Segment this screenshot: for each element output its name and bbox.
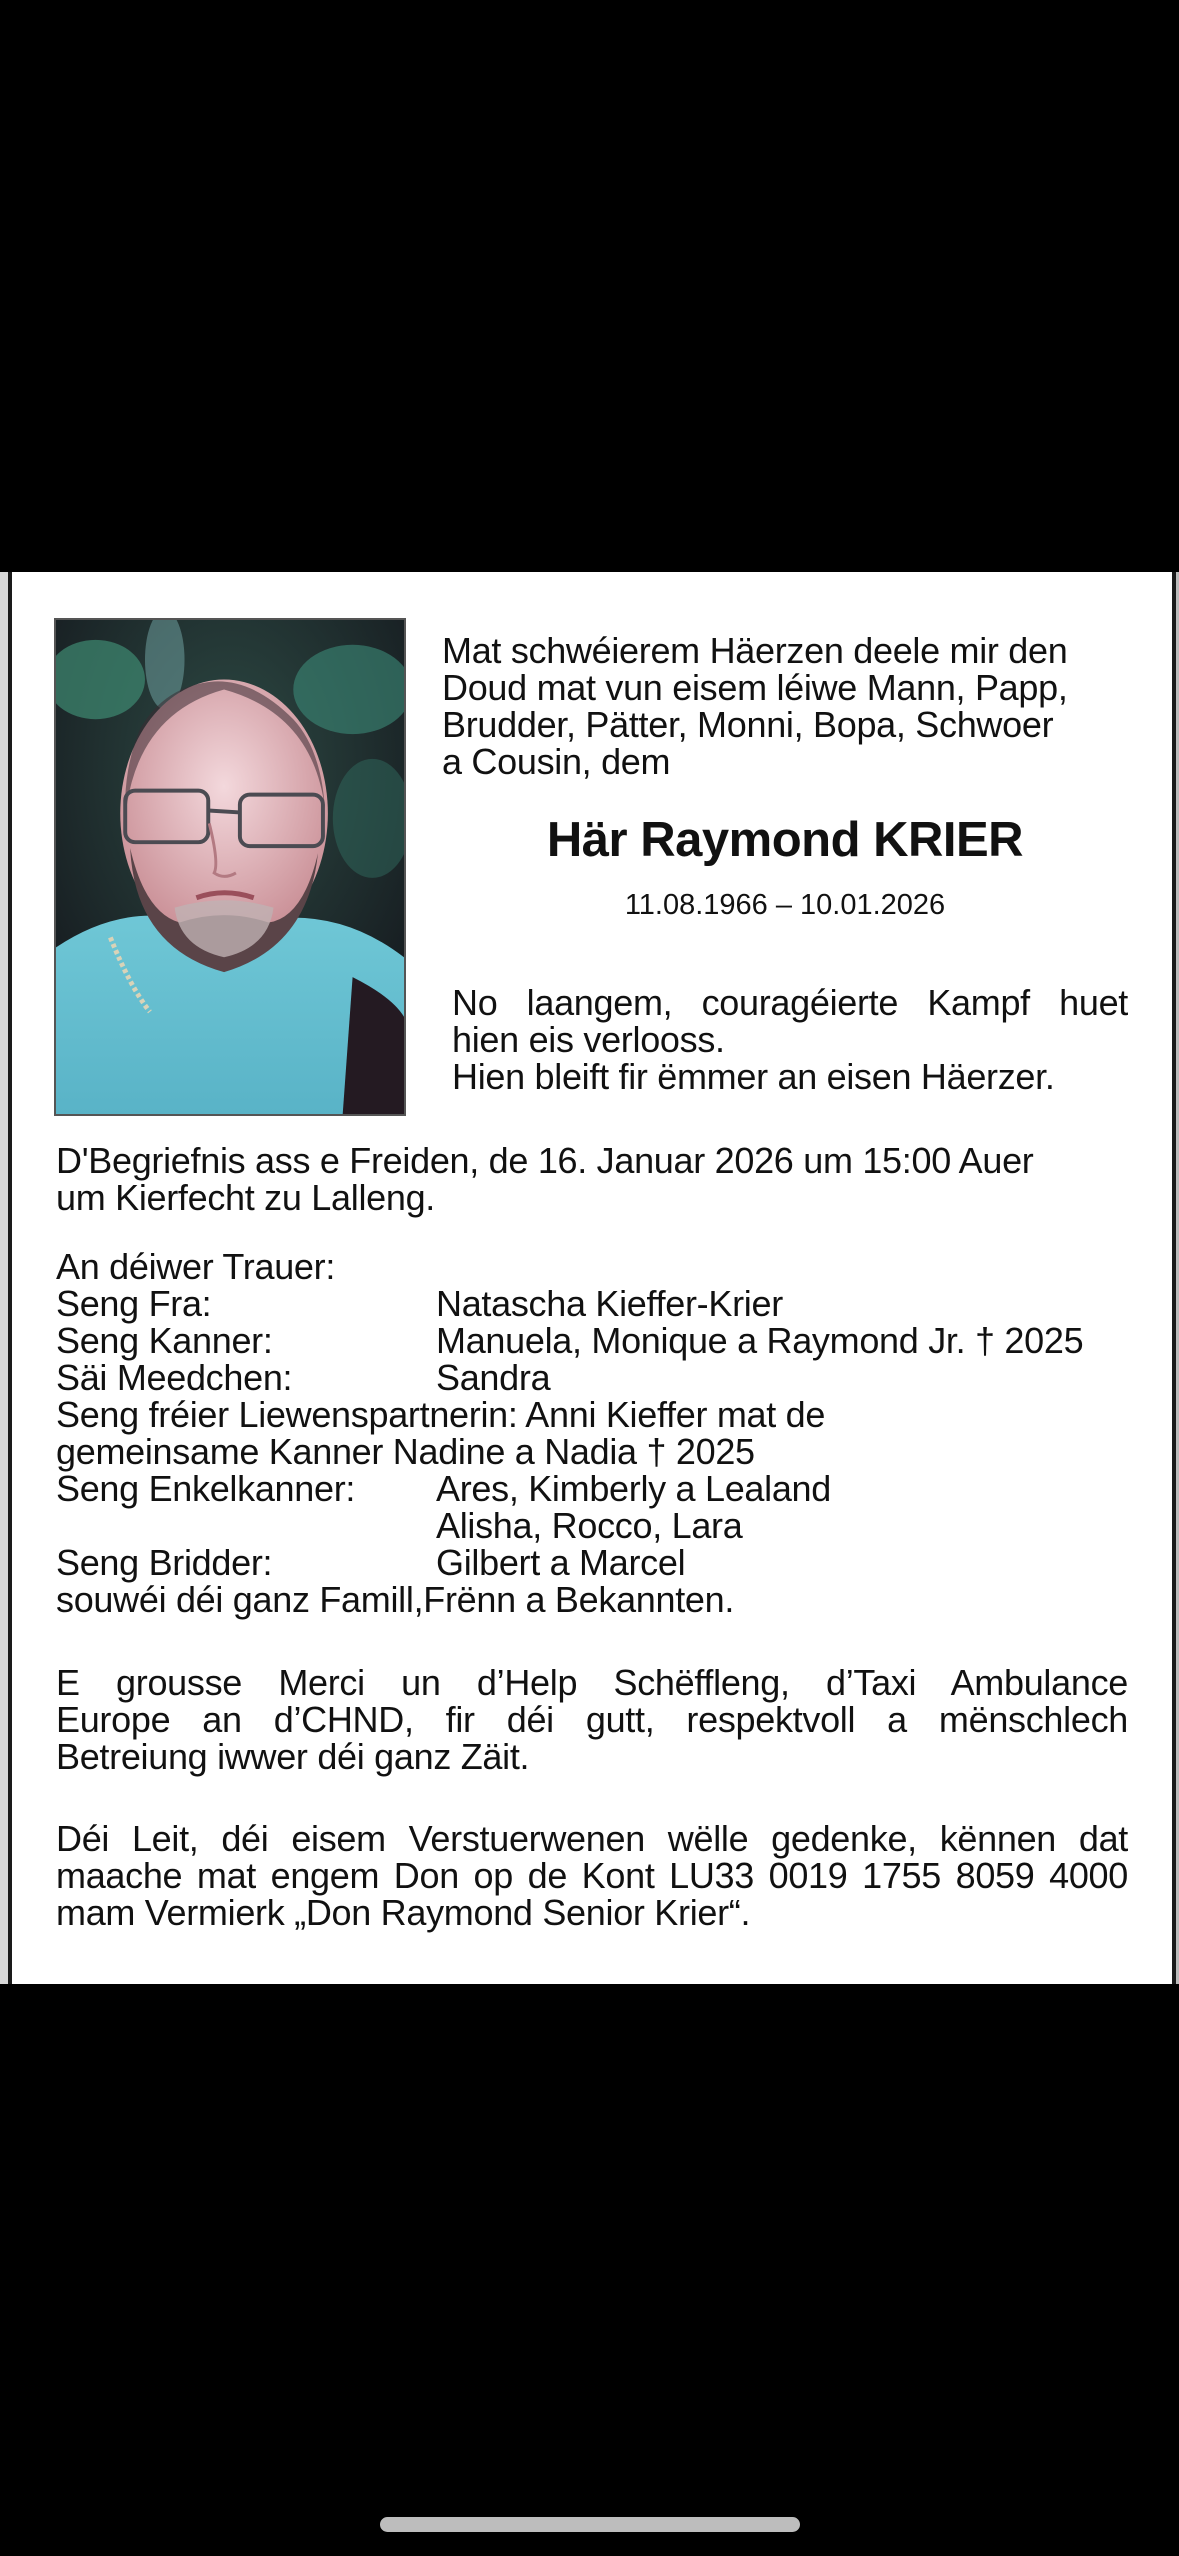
mourner-row xyxy=(56,1544,1156,1581)
intro-line: Brudder, Pätter, Monni, Bopa, Schwoer xyxy=(442,704,1054,745)
deceased-name: Här Raymond KRIER xyxy=(546,813,1024,867)
partner-text: Seng fréier Liewenspartnerin: Anni Kieffer mat de xyxy=(56,1394,826,1435)
donation-paragraph xyxy=(56,1820,1128,1931)
portrait-illustration xyxy=(56,620,404,1114)
life-dates: 11.08.1966 – 10.01.2026 xyxy=(624,889,946,921)
mourner-row xyxy=(56,1470,1156,1507)
obituary-notice xyxy=(0,572,1179,1984)
donation-line: maache mat engem Don op de Kont LU33 0019 1755 8059 4000 xyxy=(56,1855,1128,1896)
relation-names: Manuela, Monique a Raymond Jr. † 2025 xyxy=(436,1320,1084,1361)
left-edge xyxy=(0,572,8,1984)
relation-label: Seng Enkelkanner: xyxy=(56,1468,356,1509)
intro-line: a Cousin, dem xyxy=(442,741,671,782)
quote-line: No laangem, couragéierte Kampf huet xyxy=(452,982,1128,1023)
thanks-line: Europe an d’CHND, fir déi gutt, respektvoll a mënschlech xyxy=(56,1699,1128,1740)
memorial-quote xyxy=(452,984,1128,1095)
mourners-heading-text: An déiwer Trauer: xyxy=(56,1246,336,1287)
relation-label: Seng Fra: xyxy=(56,1283,212,1324)
donation-line: Déi Leit, déi eisem Verstuerwenen wëlle gedenke, kënnen dat xyxy=(56,1818,1128,1859)
mourner-row xyxy=(56,1507,1156,1544)
funeral-line: D'Begriefnis ass e Freiden, de 16. Januar 2026 um 15:00 Auer xyxy=(56,1140,1034,1181)
mourners-closing xyxy=(56,1581,1156,1618)
relation-label: Seng Bridder: xyxy=(56,1542,273,1583)
mourners-heading xyxy=(56,1248,1156,1285)
relation-names: Natascha Kieffer-Krier xyxy=(436,1283,783,1324)
quote-line: Hien bleift fir ëmmer an eisen Häerzer. xyxy=(452,1056,1055,1097)
thanks-line: Betreiung iwwer déi ganz Zäit. xyxy=(56,1736,530,1777)
intro-line: Mat schwéierem Häerzen deele mir den xyxy=(442,630,1068,671)
thanks-paragraph xyxy=(56,1664,1128,1775)
donation-line: mam Vermierk „Don Raymond Senior Krier“. xyxy=(56,1892,751,1933)
partner-line xyxy=(56,1396,1156,1433)
funeral-info xyxy=(56,1142,1136,1216)
quote-line: hien eis verlooss. xyxy=(452,1019,725,1060)
relation-names: Ares, Kimberly a Lealand xyxy=(436,1468,832,1509)
relation-names: Sandra xyxy=(436,1357,551,1398)
portrait-photo xyxy=(54,618,406,1116)
mourners-list xyxy=(56,1248,1156,1618)
closing-text: souwéi déi ganz Famill,Frënn a Bekannten. xyxy=(56,1579,735,1620)
mourner-row xyxy=(56,1322,1156,1359)
mourner-row xyxy=(56,1359,1156,1396)
left-border-line xyxy=(8,572,12,1984)
mourner-row xyxy=(56,1285,1156,1322)
partner-line xyxy=(56,1433,1156,1470)
thanks-line: E grousse Merci un d’Help Schëffleng, d’Taxi Ambulance xyxy=(56,1662,1128,1703)
relation-names: Alisha, Rocco, Lara xyxy=(436,1505,743,1546)
intro-text xyxy=(442,632,1128,780)
relation-names: Gilbert a Marcel xyxy=(436,1542,686,1583)
partner-text: gemeinsame Kanner Nadine a Nadia † 2025 xyxy=(56,1431,755,1472)
home-indicator[interactable] xyxy=(380,2517,800,2532)
relation-label: Seng Kanner: xyxy=(56,1320,273,1361)
intro-line: Doud mat vun eisem léiwe Mann, Papp, xyxy=(442,667,1068,708)
funeral-line: um Kierfecht zu Lalleng. xyxy=(56,1177,436,1218)
relation-label: Säi Meedchen: xyxy=(56,1357,293,1398)
